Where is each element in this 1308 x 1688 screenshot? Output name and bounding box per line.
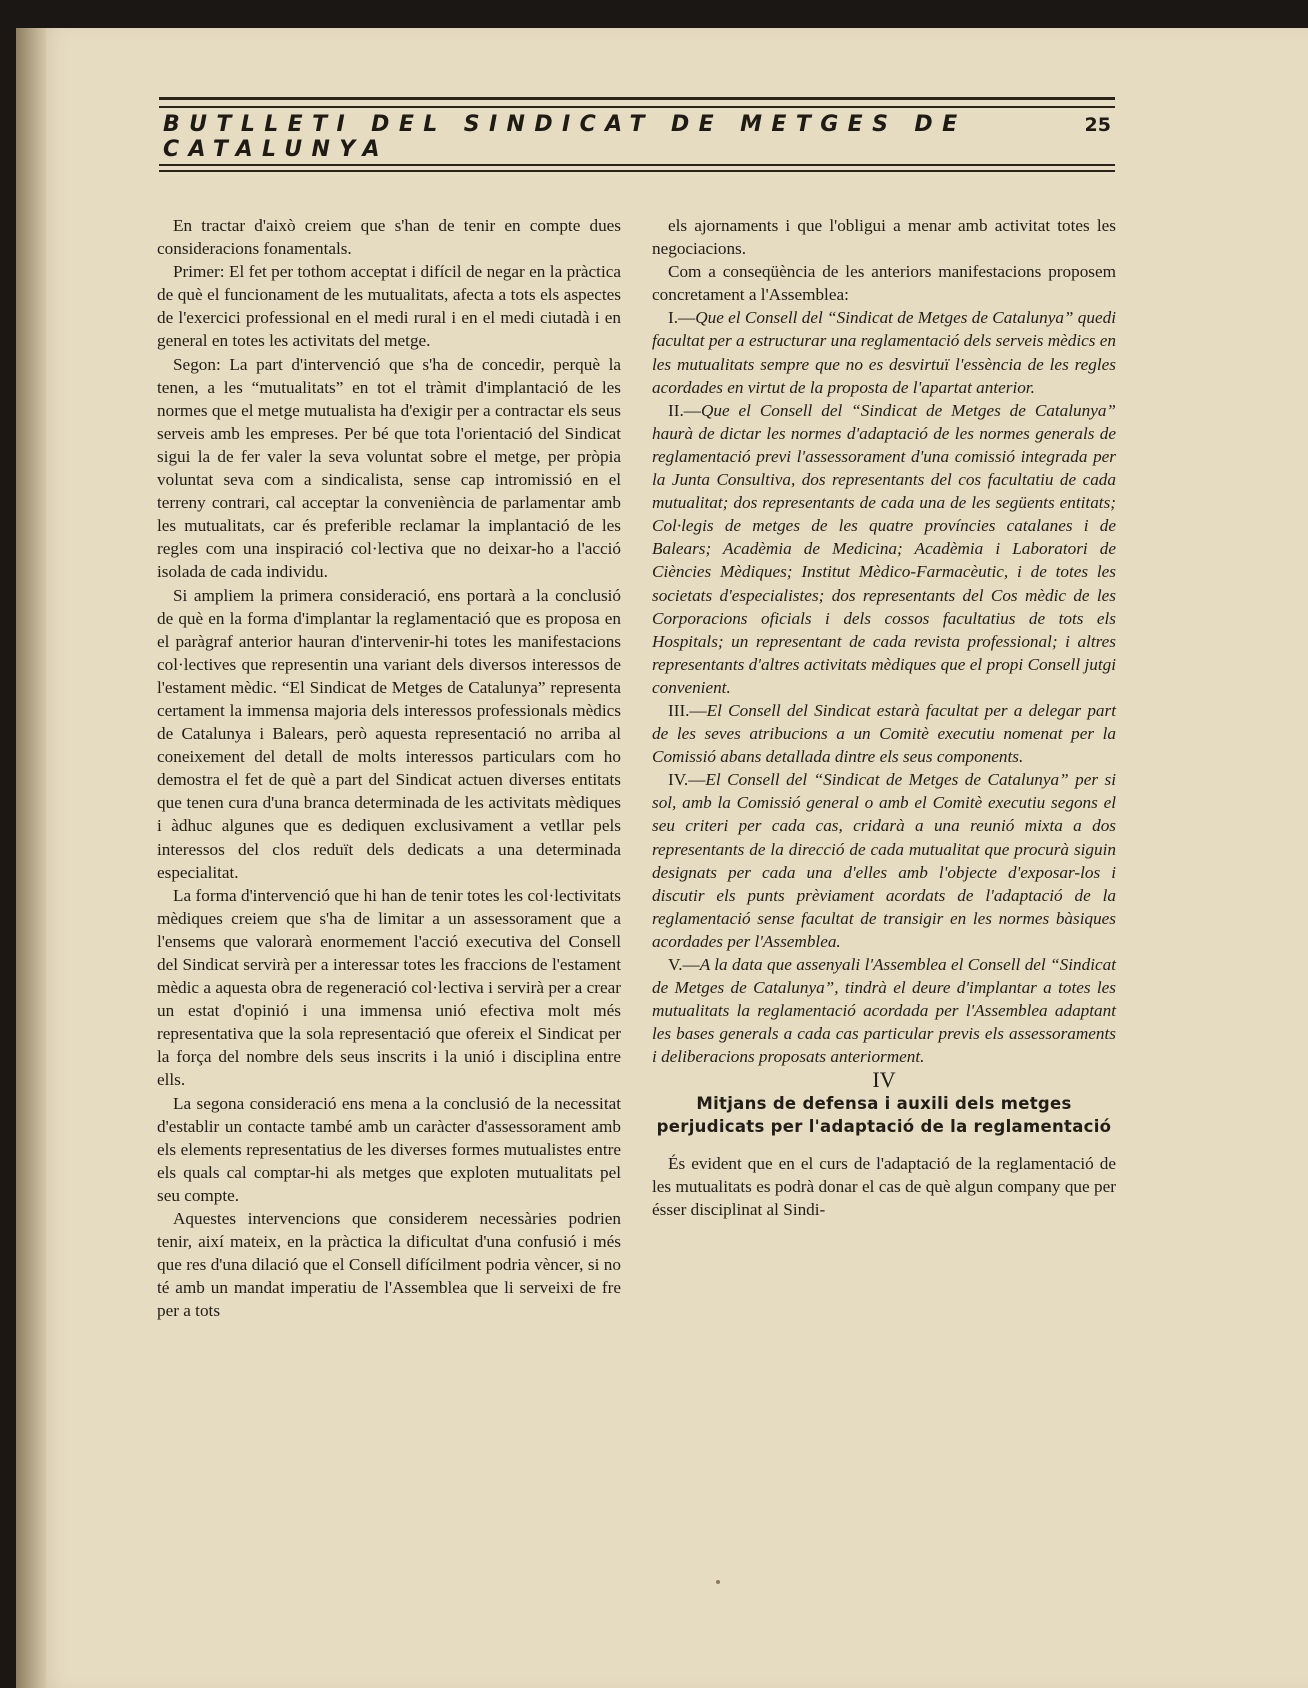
paragraph: Com a conseqüència de les anteriors manifestacions proposem concretament a l'Assemblea: bbox=[652, 262, 1116, 305]
proposal-item bbox=[652, 699, 1116, 768]
paragraph: En tractar d'això creiem que s'han de tenir en compte dues consideracions fonamentals. bbox=[157, 216, 621, 259]
proposal-item bbox=[652, 768, 1116, 953]
proposal-text: El Consell del “Sindicat de Metges de Catalunya” per si sol, amb la Comissió general o amb el Comitè executiu segons el seu criteri per cada cas, cridarà a una reunió mixta a dos representants de la direcció de cada mutualitat que procurà siguin designats per cada una d'elles amb l'objecte d'exposar-los i discutir els punts prèviament acordats de l'adaptació de la reglamentació sense facultat de transigir en les normes bàsiques acordades per l'Assemblea. bbox=[652, 770, 1116, 951]
running-header bbox=[159, 97, 1115, 172]
proposal-item bbox=[652, 399, 1116, 699]
paragraph: Segon: La part d'intervenció que s'ha de concedir, perquè la tenen, a les “mutualitats” en tot el tràmit d'implantació de les normes que el metge mutualista ha d'exigir per a contractar els seus serveis amb les empreses. Per bé que tota l'orientació del Sindicat sigui la de fer valer la seva voluntat sobre el metge, per pròpia voluntat seva com a sindicalista, sense cap intromissió en el terreny contrari, cal acceptar la conveniència de parlamentar amb les mutualitats, car és preferible reclamar la implantació de les regles com una inspiració col·lectiva que no deixar-ho a l'acció isolada de cada individu. bbox=[157, 354, 621, 582]
header-row bbox=[159, 108, 1115, 164]
proposal-text: Que el Consell del “Sindicat de Metges de Catalunya” haurà de dictar les normes d'adaptació de les normes generals de reglamentació previ l'assessorament d'una comissió integrada per la Junta Consultiva, dos representants del cos facultatiu de cada mutualitat; dos representants de cada una de les següents entitats; Col·legis de metges de les quatre províncies catalanes i de Balears; Acadèmia de Medicina; Acadèmia i Laboratori de Ciències Mèdiques; Institut Mèdico-Farmacèutic, i de totes les societats d'especialistes; dos representants del Cos mèdic de les Corporacions oficials i dels cossos facultatius de tots els Hospitals; un representant de cada revista professional; i altres representants d'altres activitats mèdiques que el propi Consell jutgi convenient. bbox=[652, 400, 1116, 697]
header-bottom-rule bbox=[159, 164, 1115, 172]
section-number: IV bbox=[872, 1067, 896, 1093]
proposal-item bbox=[652, 306, 1116, 398]
paragraph: Primer: El fet per tothom acceptat i difícil de negar en la pràctica de què el funcionament de les mutualitats, afecta a tots els aspectes de l'exercici professional en el medi rural i en el medi ciutadà i en general en totes les activitats del metge. bbox=[157, 262, 621, 351]
paragraph: És evident que en el curs de l'adaptació de la reglamentació de les mutualitats es podrà donar el cas de què algun company que per ésser disciplinat al Sindi- bbox=[652, 1153, 1116, 1219]
proposal-number: III.— bbox=[668, 700, 707, 720]
page-number: 25 bbox=[1084, 114, 1111, 136]
binding-shadow bbox=[16, 28, 46, 1688]
right-column bbox=[652, 214, 1116, 1221]
paragraph: Aquestes intervencions que considerem necessàries podrien tenir, així mateix, en la pràctica la dificultat d'una confusió i més que res d'una dilació que el Consell difícilment podria vèncer, si no té amb un mandat imperatiu de l'Assemblea que li serveixi de fre per a tots bbox=[157, 1209, 621, 1321]
proposal-number: IV.— bbox=[668, 770, 706, 790]
proposal-text: Que el Consell del “Sindicat de Metges de Catalunya” quedi facultat per a estructurar una reglamentació dels serveis mèdics en les mutualitats sempre que no es desvirtuï l'essència de les regles acordades en virtut de la proposta de l'apartat anterior. bbox=[652, 308, 1116, 397]
paragraph: La segona consideració ens mena a la conclusió de la necessitat d'establir un contacte també amb un caràcter d'assessorament amb els elements representatius de les diverses formes mutualistes entre els quals cal comptar-hi als metges que exploten mutualitats pel seu compte. bbox=[157, 1093, 621, 1205]
left-column bbox=[157, 214, 621, 1323]
paragraph: La forma d'intervenció que hi han de tenir totes les col·lectivitats mèdiques creiem que s'ha de limitar a un assessorament que a l'ensems que valorarà enormement l'acció executiva del Consell del Sindicat servirà per a interessar totes les fraccions de l'estament mèdic a aquesta obra de regeneració col·lectiva i servirà per a crear un estat d'opinió i una immensa unió efectiva molt més representativa que la sola representació que ofereix el Sindicat per la força del nombre dels seus inscrits i la unió i disciplina entre ells. bbox=[157, 885, 621, 1090]
paragraph: els ajornaments i que l'obligui a menar amb activitat totes les negociacions. bbox=[652, 216, 1116, 259]
paragraph: Si ampliem la primera consideració, ens portarà a la conclusió de què en la forma d'implantar la reglamentació que es proposa en el paràgraf anterior hauran d'intervenir-hi totes les manifestacions col·lectives que representin una variant dels diversos interessos de l'estament mèdic. “El Sindicat de Metges de Catalunya” representa certament la immensa majoria dels interessos professionals mèdics de Catalunya i Balears, però aquesta representació no arriba al coneixement del detall de molts interessos particulars com ho demostra el fet de què a part del Sindicat actuen diverses entitats que tenen cura d'una branca determinada de les activitats mèdiques i àdhuc algunes que es dediquen exclusivament a vetllar pels interessos del clos reduït dels dedicats a una determinada especialitat. bbox=[157, 585, 621, 882]
header-top-rule bbox=[159, 97, 1115, 108]
proposal-item bbox=[652, 953, 1116, 1068]
proposal-number: V.— bbox=[668, 955, 700, 974]
section-heading: Mitjans de defensa i auxili dels metges perjudicats per l'adaptació de la reglamentació bbox=[656, 1093, 1112, 1136]
print-speck bbox=[716, 1580, 720, 1584]
proposal-text: El Consell del Sindicat estarà facultat per a delegar part de les seves atribucions a un Comitè executiu nomenat per la Comissió abans detallada dintre els seus components. bbox=[652, 700, 1116, 767]
proposal-number: I.— bbox=[668, 308, 696, 328]
proposal-text: A la data que assenyali l'Assemblea el Consell del “Sindicat de Metges de Catalunya”, tindrà el deure d'implantar a totes les mutualitats la reglamentació acordada per l'Assemblea adaptant les bases generals a cada cas particular previs els assessoraments i deliberacions proposats anteriorment. bbox=[652, 955, 1116, 1067]
journal-title: BUTLLETI DEL SINDICAT DE METGES DE CATALUNYA bbox=[163, 112, 967, 162]
proposal-number: II.— bbox=[668, 400, 701, 420]
